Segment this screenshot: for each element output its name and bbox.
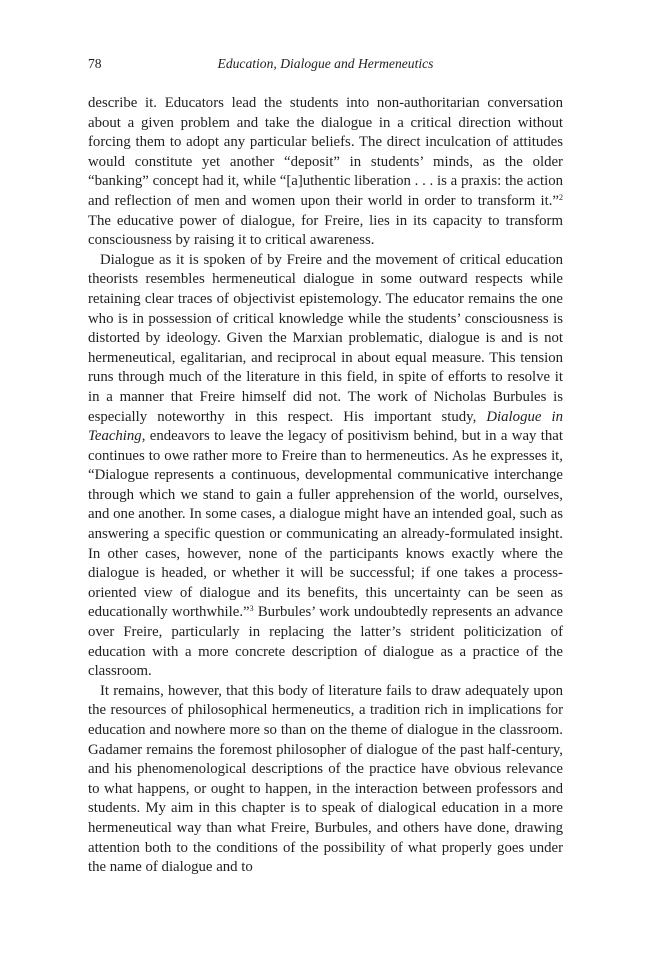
paragraph — [88, 94, 563, 251]
body-text — [88, 94, 563, 878]
paragraph — [88, 682, 563, 878]
page-number: 78 — [88, 56, 102, 71]
running-title: Education, Dialogue and Hermeneutics — [217, 56, 434, 71]
running-head — [88, 56, 563, 76]
text-run: Dialogue as it is spoken of by Freire and the movement of critical education theorists resembles hermeneutical dialogue in some outward respects while retaining clear traces of objectivist epistemology. The educator remains the one who is in possession of critical knowledge while the students’ consciousness is distorted by ideology. Given the Marxian problematic, dialogue is and is not hermeneutical, egalitarian, and reciprocal in about equal measure. This tension runs through much of the literature in this field, in spite of efforts to resolve it in a manner that Freire himself did not. The work of Nicholas Burbules is especially noteworthy in this respect. His important study, — [88, 251, 563, 425]
book-title: Dialogue in Teaching — [88, 408, 563, 445]
text-run: The educative power of dialogue, for Freire, lies in its capacity to transform consciousness by raising it to critical awareness. — [88, 212, 563, 249]
text-run: It remains, however, that this body of literature fails to draw adequately upon the resources of philosophical hermeneutics, a tradition rich in implications for education and nowhere more so than on the theme of dialogue in the classroom. Gadamer remains the foremost philosopher of dialogue of the past half-century, and his phenomenological descriptions of the practice have obvious relevance to what happens, or ought to happen, in the interaction between professors and students. My aim in this chapter is to speak of dialogical education in a more hermeneutical way than what Freire, Burbules, and others have done, drawing attention both to the conditions of the possibility of what properly goes under the name of dialogue and to — [88, 682, 563, 876]
text-run: Burbules’ work undoubtedly represents an advance over Freire, particularly in replacing the latter’s strident politicization of education with a more concrete description of dialogue as a practice of the classroom. — [88, 604, 563, 680]
footnote-ref: 3 — [249, 604, 254, 614]
paragraph — [88, 251, 563, 682]
text-run: describe it. Educators lead the students into non-authoritarian conversation about a given problem and take the dialogue in a critical direction without forcing them to adopt any particular beliefs. The direct inculcation of attitudes would constitute yet another “deposit” in students’ minds, as the older “banking” concept had it, while “[a]uthentic liberation . . . is a praxis: the action and reflection of men and women upon their world in order to transform it.” — [88, 95, 563, 209]
book-page — [88, 56, 563, 878]
footnote-ref: 2 — [559, 192, 563, 202]
text-run: , endeavors to leave the legacy of positivism behind, but in a way that continues to owe rather more to Freire than to hermeneutics. As he expresses it, “Dialogue represents a continuous, developmental communicative interchange through which we stand to gain a fuller apprehension of the world, ourselves, and one another. In some cases, a dialogue might have an intended goal, such as answering a specific question or communicating an already-formulated insight. In other cases, however, none of the participants knows exactly where the dialogue is headed, or whether it will be successful; if one takes a process-oriented view of dialogue and its benefits, this uncertainty can be seen as educationally worthwhile.” — [88, 428, 563, 621]
